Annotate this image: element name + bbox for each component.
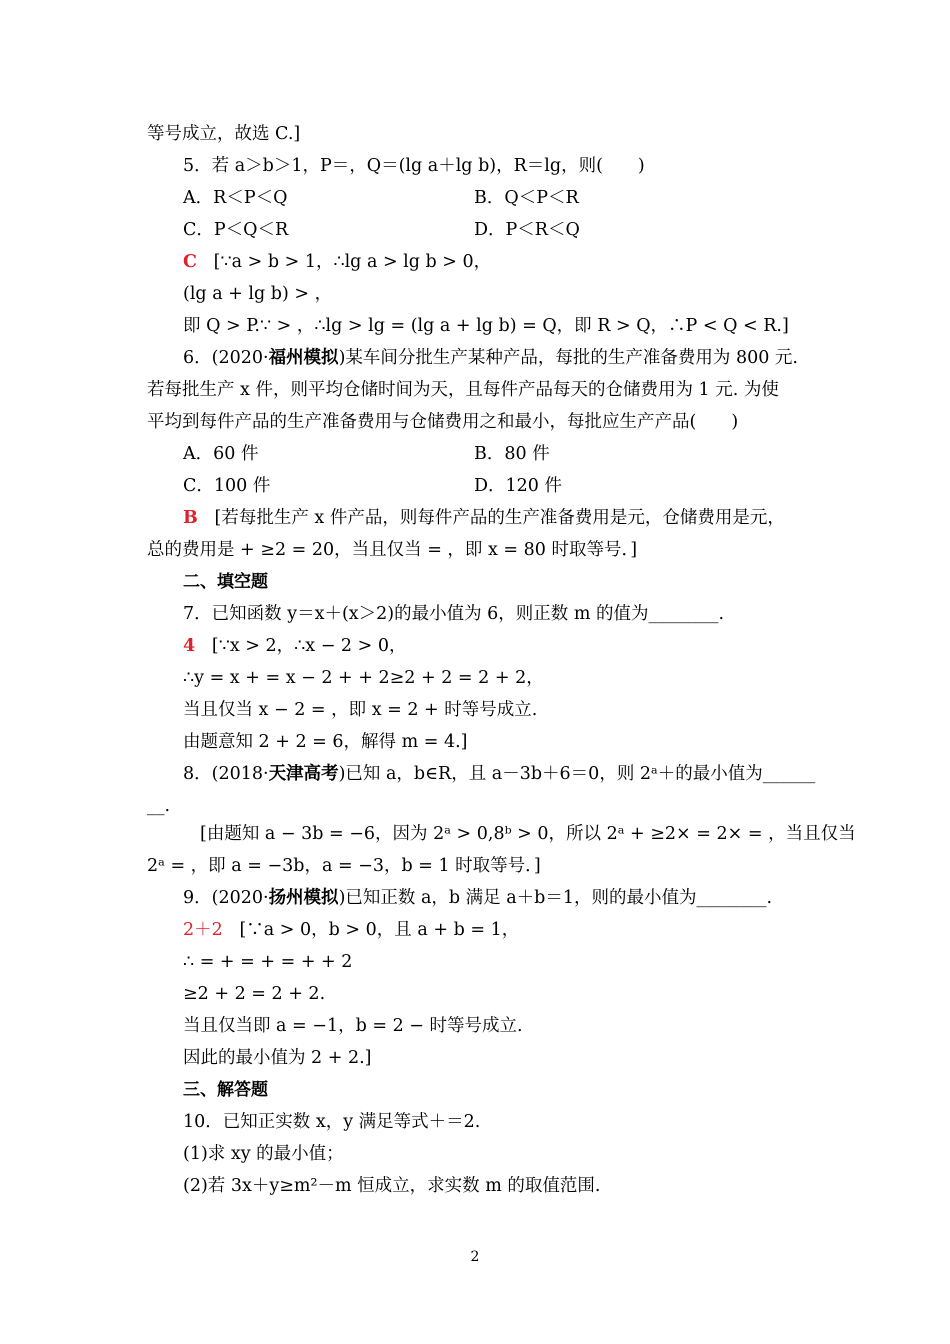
section-heading: 二、填空题	[183, 572, 268, 592]
question-7-stem: 7．已知函数 y＝x＋(x＞2)的最小值为 6，则正数 m 的值为________.	[183, 604, 725, 624]
source-tag: 福州模拟	[268, 348, 339, 368]
page-number: 2	[470, 1249, 480, 1265]
solution-line: 即 Q > P.∵ > ，∴lg > lg = (lg a + lg b) = Q，即 R > Q，∴P < Q < R.]	[183, 316, 789, 336]
answer-key: 4	[183, 636, 196, 656]
option-c: C．100 件	[183, 476, 271, 496]
answer-line: C [∵a > b > 1，∴lg a > lg b > 0，	[183, 252, 492, 272]
text-line: 平均到每件产品的生产准备费用与仓储费用之和最小，每批应生产产品( )	[147, 412, 739, 432]
option-b: B．80 件	[474, 444, 550, 464]
solution-line: 2ᵃ = ，即 a = −3b，a = −3，b = 1 时取等号．]	[147, 856, 541, 876]
answer-key: B	[183, 508, 198, 528]
solution-line: ∴y = x + = x − 2 + + 2≥2 + 2 = 2 + 2，	[183, 668, 544, 688]
answer-line: 4 [∵x > 2，∴x − 2 > 0，	[183, 636, 407, 656]
question-5-stem: 5．若 a＞b＞1，P＝，Q＝(lg a＋lg b)，R＝lg，则( )	[183, 156, 645, 176]
solution-line: 总的费用是 + ≥2 = 20，当且仅当 = ，即 x = 80 时取等号．]	[147, 540, 638, 560]
option-b: B．Q＜P＜R	[474, 188, 579, 208]
option-a: A．R＜P＜Q	[183, 188, 288, 208]
answer-key: 2＋2	[183, 920, 223, 940]
sub-question: (2)若 3x＋y≥m²－m 恒成立，求实数 m 的取值范围.	[183, 1176, 601, 1196]
text-line: 等号成立，故选 C.]	[147, 124, 301, 144]
solution-line: 因此的最小值为 2 + 2.]	[183, 1048, 372, 1068]
answer-line: 2＋2 [∵a > 0，b > 0，且 a + b = 1，	[183, 920, 520, 940]
answer-line: B [若每批生产 x 件产品，则每件产品的生产准备费用是元，仓储费用是元，	[183, 508, 785, 528]
source-tag: 天津高考	[268, 764, 339, 784]
question-9-stem: 9．(2020·扬州模拟)已知正数 a，b 满足 a＋b＝1，则的最小值为________.	[183, 888, 773, 908]
solution-line: [由题知 a − 3b = −6，因为 2ᵃ > 0,8ᵇ > 0，所以 2ᵃ + ≥2× = 2× = ，当且仅当	[200, 824, 856, 844]
solution-line: (lg a + lg b) > ，	[183, 284, 333, 304]
text-line: 若每批生产 x 件，则平均仓储时间为天，且每件产品每天的仓储费用为 1 元. 为使	[147, 380, 779, 400]
question-8-stem: 8．(2018·天津高考)已知 a，b∈R，且 a－3b＋6＝0，则 2ᵃ＋的最小值为______	[183, 764, 816, 784]
sub-question: (1)求 xy 的最小值；	[183, 1144, 344, 1164]
source-tag: 扬州模拟	[268, 888, 339, 908]
option-a: A．60 件	[183, 444, 259, 464]
option-c: C．P＜Q＜R	[183, 220, 289, 240]
question-6-stem: 6．(2020·福州模拟)某车间分批生产某种产品，每批的生产准备费用为 800 元.	[183, 348, 798, 368]
option-d: D．P＜R＜Q	[474, 220, 580, 240]
option-d: D．120 件	[474, 476, 562, 496]
solution-line: ∴ = + = + = + + 2	[183, 952, 353, 972]
solution-line: ≥2 + 2 = 2 + 2.	[183, 984, 326, 1004]
text-line: __.	[147, 796, 171, 816]
solution-line: 当且仅当 x − 2 = ，即 x = 2 + 时等号成立.	[183, 700, 538, 720]
solution-line: 当且仅当即 a = −1，b = 2 − 时等号成立.	[183, 1016, 523, 1036]
question-10-stem: 10．已知正实数 x，y 满足等式＋＝2.	[183, 1112, 481, 1132]
solution-line: 由题意知 2 + 2 = 6，解得 m = 4.]	[183, 732, 468, 752]
section-heading: 三、解答题	[183, 1080, 268, 1100]
answer-key: C	[183, 252, 197, 272]
